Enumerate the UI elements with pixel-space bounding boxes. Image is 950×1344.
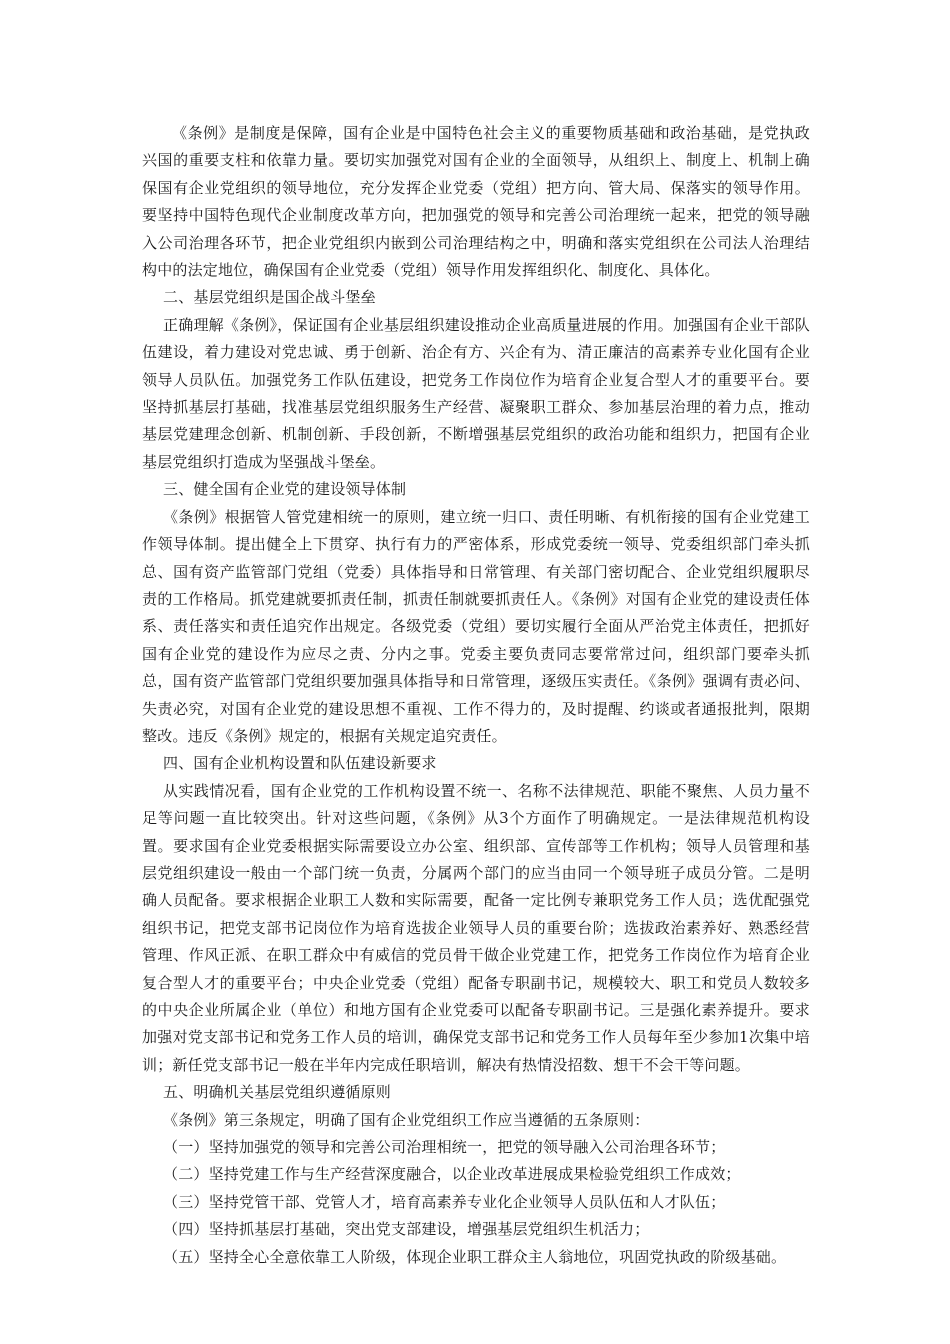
intro-paragraph: 《条例》是制度是保障，国有企业是中国特色社会主义的重要物质基础和政治基础，是党执政兴国的重要支柱和依靠力量。要切实加强党对国有企业的全面领导，从组织上、制度上、机制上确保国有企业党组织的领导地位，充分发挥企业党委（党组）把方向、管大局、保落实的领导作用。要坚持中国特色现代企业制度改革方向，把加强党的领导和完善公司治理统一起来，把党的领导融入公司治理各环节，把企业党组织内嵌到公司治理结构之中，明确和落实党组织在公司法人治理结构中的法定地位，确保国有企业党委（党组）领导作用发挥组织化、制度化、具体化。 bbox=[142, 124, 810, 280]
principle-item: （三）坚持党管干部、党管人才，培育高素养专业化企业领导人员队伍和人才队伍； bbox=[163, 1192, 726, 1211]
section-3-body: 《条例》根据管人管党建相统一的原则，建立统一归口、责任明晰、有机衔接的国有企业党建工作领导体制。提出健全上下贯穿、执行有力的严密体系，形成党委统一领导、党委组织部门牵头抓总、国有资产监管部门党组（党委）具体指导和日常管理、有关部门密切配合、企业党组织履职尽责的工作格局。抓党建就要抓责任制，抓责任制就要抓责任人。《条例》对国有企业党的建设责任体系、责任落实和责任追究作出规定。各级党委（党组）要切实履行全面从严治党主体责任，把抓好国有企业党的建设作为应尽之责、分内之事。党委主要负责同志要常常过问，组织部门要牵头抓总，国有资产监管部门党组织要加强具体指导和日常管理，逐级压实责任。《条例》强调有责必问、失责必究，对国有企业党的建设思想不重视、工作不得力的，及时提醒、约谈或者通报批判，限期整改。违反《条例》规定的，根据有关规定追究责任。 bbox=[142, 507, 810, 745]
section-2-body: 正确理解《条例》，保证国有企业基层组织建设推动企业高质量进展的作用。加强国有企业干部队伍建设，着力建设对党忠诚、勇于创新、治企有方、兴企有为、清正廉洁的高素养专业化国有企业领导人员队伍。加强党务工作队伍建设，把党务工作岗位作为培育企业复合型人才的重要平台。要坚持抓基层打基础，找准基层党组织服务生产经营、凝聚职工群众、参加基层治理的着力点，推动基层党建理念创新、机制创新、手段创新，不断增强基层党组织的政治功能和组织力，把国有企业基层党组织打造成为坚强战斗堡垒。 bbox=[142, 315, 810, 471]
section-3-heading: 三、健全国有企业党的建设领导体制 bbox=[163, 480, 407, 499]
principle-item: （四）坚持抓基层打基础，突出党支部建设，增强基层党组织生机活力； bbox=[163, 1220, 650, 1239]
section-5-intro: 《条例》第三条规定，明确了国有企业党组织工作应当遵循的五条原则： bbox=[163, 1110, 650, 1129]
section-4-heading: 四、国有企业机构设置和队伍建设新要求 bbox=[163, 754, 437, 773]
section-2-heading: 二、基层党组织是国企战斗堡垒 bbox=[163, 288, 376, 307]
section-4-body: 从实践情况看，国有企业党的工作机构设置不统一、名称不法律规范、职能不聚焦、人员力量不足等问题一直比较突出。针对这些问题，《条例》从3个方面作了明确规定。一是法律规范机构设置。要求国有企业党委根据实际需要设立办公室、组织部、宣传部等工作机构；领导人员管理和基层党组织建设一般由一个部门统一负责，分属两个部门的应当由同一个领导班子成员分管。二是明确人员配备。要求根据企业职工人数和实际需要，配备一定比例专兼职党务工作人员；选优配强党组织书记，把党支部书记岗位作为培育选拔企业领导人员的重要台阶；选拔政治素养好、熟悉经营管理、作风正派、在职工群众中有威信的党员骨干做企业党建工作，把党务工作岗位作为培育企业复合型人才的重要平台；中央企业党委（党组）配备专职副书记，规模较大、职工和党员人数较多的中央企业所属企业（单位）和地方国有企业党委可以配备专职副书记。三是强化素养提升。要求加强对党支部书记和党务工作人员的培训，确保党支部书记和党务工作人员每年至少参加1次集中培训；新任党支部书记一般在半年内完成任职培训，解决有热情没招数、想干不会干等问题。 bbox=[142, 781, 810, 1074]
principle-item: （一）坚持加强党的领导和完善公司治理相统一，把党的领导融入公司治理各环节； bbox=[163, 1138, 726, 1157]
document-page bbox=[142, 120, 810, 1271]
section-5-heading: 五、明确机关基层党组织遵循原则 bbox=[163, 1083, 392, 1102]
principle-item: （二）坚持党建工作与生产经营深度融合，以企业改革进展成果检验党组织工作成效； bbox=[163, 1165, 741, 1184]
principle-item: （五）坚持全心全意依靠工人阶级，体现企业职工群众主人翁地位，巩固党执政的阶级基础。 bbox=[163, 1247, 787, 1266]
